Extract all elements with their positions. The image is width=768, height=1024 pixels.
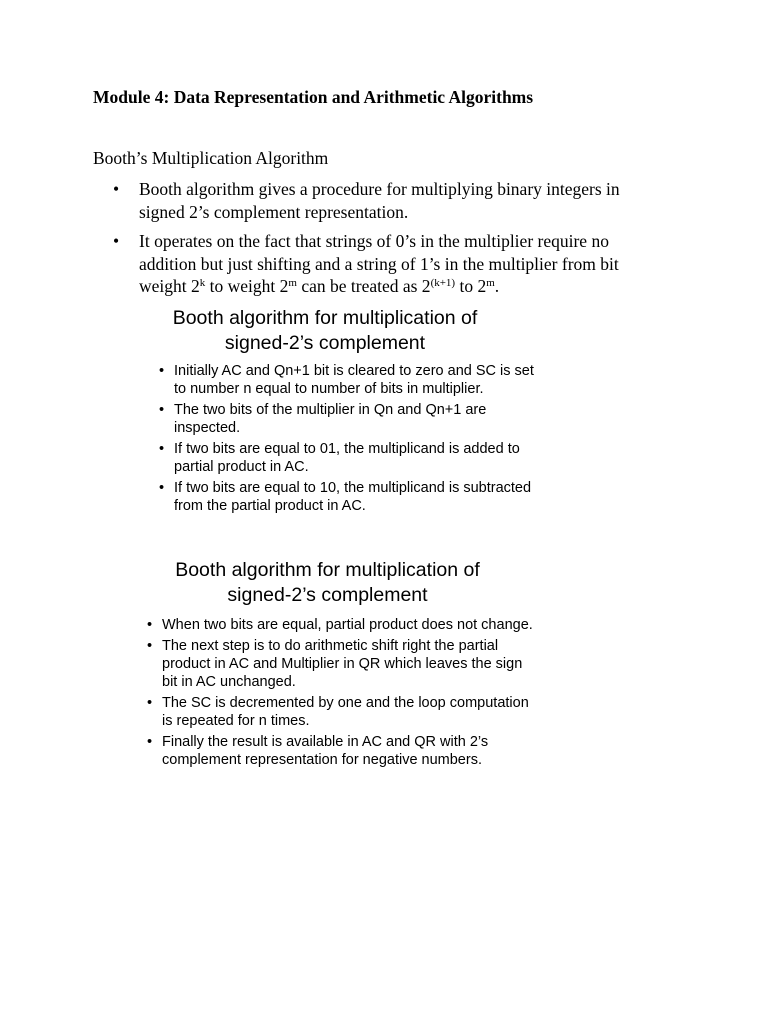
slide-1-bullet-2-text: The two bits of the multiplier in Qn and Qn+1 are inspected. (174, 402, 487, 436)
slide-1-bullet-list (159, 362, 549, 518)
slide-1-bullet-1 (159, 362, 549, 398)
document-bullet-2-text-e: . (494, 276, 500, 296)
bullet-icon: • (147, 695, 153, 711)
slide-1-bullet-2 (159, 401, 549, 437)
slide-1-bullet-1-text: Initially AC and Qn+1 bit is cleared to zero and SC is set to number n equal to number of bits in multiplier. (174, 363, 534, 397)
slide-2-title (145, 558, 510, 608)
slide-2-bullet-3-text: The SC is decremented by one and the loop computation is repeated for n times. (162, 695, 529, 729)
slide-1-title (145, 306, 505, 356)
slide-1-bullet-3 (159, 440, 549, 476)
bullet-icon: • (113, 231, 120, 251)
bullet-icon: • (147, 638, 153, 654)
slide-1-bullet-4 (159, 479, 549, 515)
document-bullet-2-text-c: can be treated as 2 (296, 276, 431, 296)
bullet-icon: • (147, 734, 153, 750)
document-bullet-2-text-a: It operates on the fact that strings of 0’s in the multiplier require no addition but just shifting and a string of 1’s in the multiplier from bit weight 2 (139, 231, 619, 296)
slide-2-bullet-list (147, 616, 537, 772)
document-bullet-1 (110, 178, 650, 223)
bullet-icon: • (159, 402, 165, 418)
bullet-icon: • (159, 480, 165, 496)
slide-2-bullet-4-text: Finally the result is available in AC and QR with 2’s complement representation for negative numbers. (162, 734, 489, 768)
document-bullet-2-text-d: to 2 (455, 276, 487, 296)
bullet-icon: • (113, 179, 120, 199)
slide-image-1 (145, 304, 540, 549)
slide-2-title-line-1: Booth algorithm for multiplication of (175, 559, 480, 581)
document-bullet-list (110, 178, 650, 223)
slide-2-bullet-2 (147, 637, 537, 691)
superscript-k-plus-1: (k+1) (430, 277, 456, 289)
slide-2-bullet-1-text: When two bits are equal, partial product does not change. (162, 617, 533, 633)
slide-2-bullet-2-text: The next step is to do arithmetic shift right the partial product in AC and Multiplier in QR which leaves the sign bit in AC unchanged. (162, 638, 523, 690)
slide-1-title-line-2: signed-2’s complement (224, 332, 426, 354)
slide-image-2 (145, 556, 540, 806)
slide-2-bullet-4 (147, 733, 537, 769)
document-bullet-1-text: Booth algorithm gives a procedure for multiplying binary integers in signed 2’s complement representation. (139, 179, 620, 222)
slide-2-bullet-1 (147, 616, 537, 634)
slide-1-title-line-1: Booth algorithm for multiplication of (172, 307, 478, 329)
superscript-m: m (288, 277, 297, 289)
document-bullet-2 (110, 230, 650, 298)
module-title: Module 4: Data Representation and Arithmetic Algorithms (93, 87, 534, 107)
slide-1-bullet-4-text: If two bits are equal to 10, the multiplicand is subtracted from the partial product in AC. (174, 480, 532, 514)
superscript-m: m (486, 277, 495, 289)
bullet-icon: • (147, 617, 153, 633)
bullet-icon: • (159, 363, 165, 379)
bullet-icon: • (159, 441, 165, 457)
slide-1-bullet-3-text: If two bits are equal to 01, the multiplicand is added to partial product in AC. (174, 441, 520, 475)
slide-2-title-line-2: signed-2’s complement (227, 584, 428, 606)
slide-2-bullet-3 (147, 694, 537, 730)
document-bullet-2-text-b: to weight 2 (205, 276, 289, 296)
superscript-k: k (199, 277, 206, 289)
document-bullet-list (110, 230, 650, 298)
section-title: Booth’s Multiplication Algorithm (93, 148, 329, 168)
